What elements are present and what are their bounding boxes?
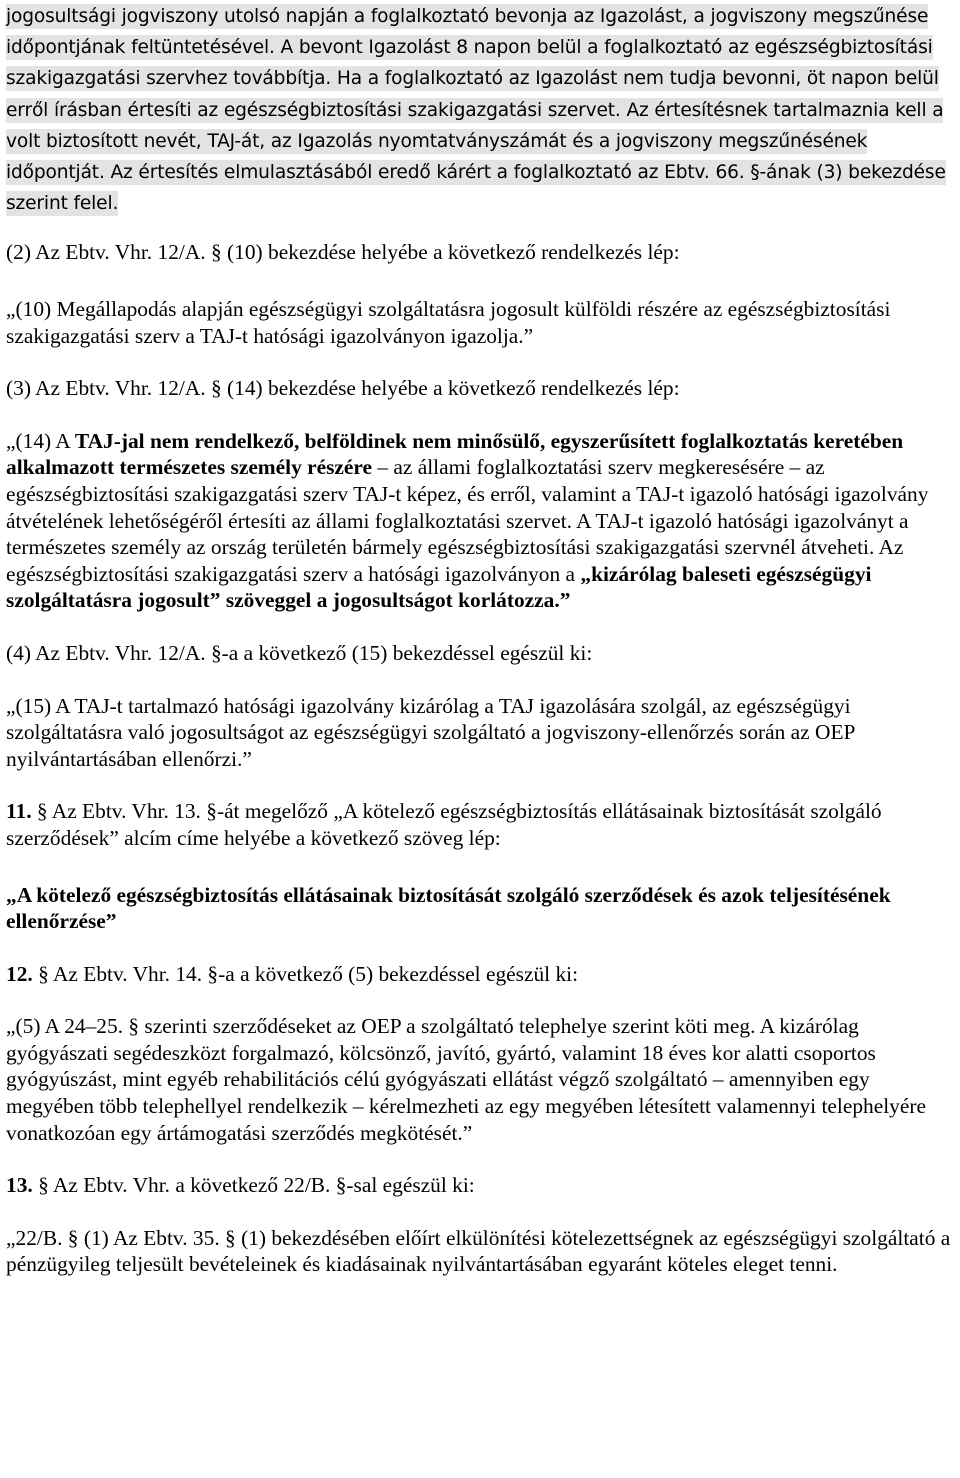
amendment-3-quote	[6, 428, 956, 614]
section-12	[6, 961, 956, 988]
section-13	[6, 1172, 956, 1199]
section-11-text: § Az Ebtv. Vhr. 13. §-át megelőző „A kötelező egészségbiztosítás ellátásainak biztosítását szolgáló szerződések” alcím címe helyébe a következő szöveg lép:	[6, 799, 882, 850]
amendment-2-ref: (2) Az Ebtv. Vhr. 12/A. § (10) bekezdése helyébe a következő rendelkezés lép:	[6, 240, 680, 265]
highlighted-text: jogosultsági jogviszony utolsó napján a foglalkoztató bevonja az Igazolást, a jogviszony megszűnése időpontjának feltüntetésével. A bevont Igazolást 8 napon belül a foglalkoztató az egészségbiztosítási szakigazgatási szervhez továbbítja. Ha a foglalkoztató az Igazolást nem tudja bevonni, öt napon belül erről írásban értesíti az egészségbiztosítási szakigazgatási szervet. Az értesítésnek tartalmaznia kell a volt biztosított nevét, TAJ-át, az Igazolás nyomtatványszámát és a jogviszony megszűnésének időpontját. Az értesítés elmulasztásából eredő kárért a foglalkoztató az Ebtv. 66. §-ának (3) bekezdése szerint felel.	[6, 6, 946, 215]
section-11-title	[6, 882, 956, 935]
document-page	[6, 0, 956, 1278]
section-11-number: 11.	[6, 799, 32, 824]
section-11-title-text: „A kötelező egészségbiztosítás ellátásainak biztosítását szolgáló szerződések és azok teljesítésének ellenőrzése”	[6, 882, 891, 934]
highlighted-passage	[6, 1, 956, 219]
amendment-4-quote: „(15) A TAJ-t tartalmazó hatósági igazolvány kizárólag a TAJ igazolására szolgál, az egészségügyi szolgáltatásra való jogosultságot az egészségügyi szolgáltató a jogviszony-ellenőrzés során az OEP nyilvántartásában ellenőrzi.”	[6, 693, 855, 771]
section-12-quote: „(5) A 24–25. § szerinti szerződéseket az OEP a szolgáltató telephelye szerint köti meg. A kizárólag gyógyászati segédeszközt forgalmazó, kölcsönző, javító, gyártó, valamint 18 éves kor alatti csoportos gyógyúszást, mint egyéb rehabilitációs célú gyógyászati ellátást végző szolgáltató – amennyiben egy megyében több telephellyel rendelkezik – kérelmezheti az egy megyében létesített valamennyi telephelyére vonatkozóan egy ártámogatási szerződés megkötését.”	[6, 1014, 926, 1145]
amendment-4-ref: (4) Az Ebtv. Vhr. 12/A. §-a a következő (15) bekezdéssel egészül ki:	[6, 640, 593, 665]
amendment-3-ref: (3) Az Ebtv. Vhr. 12/A. § (14) bekezdése helyébe a következő rendelkezés lép:	[6, 376, 680, 401]
section-13-text: § Az Ebtv. Vhr. a következő 22/B. §-sal egészül ki:	[32, 1173, 475, 1198]
quote-open: „(14) A	[6, 428, 75, 453]
section-12-text: § Az Ebtv. Vhr. 14. §-a a következő (5) bekezdéssel egészül ki:	[32, 961, 579, 986]
quote-mid: – az állami foglalkoztatási szerv megkeresésére – az egészségbiztosítási szakigazgatási szerv TAJ-t képez, és erről, valamint a TAJ-t igazoló hatósági igazolvány átvételének lehetőségéről értesíti az állami foglalkoztatási szervet. A TAJ-t igazoló hatósági igazolványt a természetes személy az ország területén bármely egészségbiztosítási szakigazgatási szervnél átveheti. Az egészségbiztosítási szakigazgatási szerv a hatósági igazolványon a	[6, 455, 929, 586]
section-13-quote: „22/B. § (1) Az Ebtv. 35. § (1) bekezdésében előírt elkülönítési kötelezettségnek az egészségügyi szolgáltató a pénzügyileg teljesült bevételeinek és kiadásainak nyilvántartásában egyaránt köteles eleget tenni.	[6, 1225, 951, 1277]
section-12-number: 12.	[6, 961, 33, 986]
quote-bold-1: TAJ-jal nem rendelkező, belföldinek nem minősülő, egyszerűsített foglalkoztatás keretében alkalmazott természetes személy részére	[6, 428, 904, 480]
amendment-2-quote: „(10) Megállapodás alapján egészségügyi szolgáltatásra jogosult külföldi részére az egészségbiztosítási szakigazgatási szerv a TAJ-t hatósági igazolványon igazolja.”	[6, 297, 891, 348]
section-13-number: 13.	[6, 1173, 33, 1198]
quote-bold-2: „kizárólag baleseti egészségügyi szolgáltatásra jogosult” szöveggel a jogosultságot korlátozza.”	[6, 561, 872, 613]
section-11	[6, 798, 956, 851]
